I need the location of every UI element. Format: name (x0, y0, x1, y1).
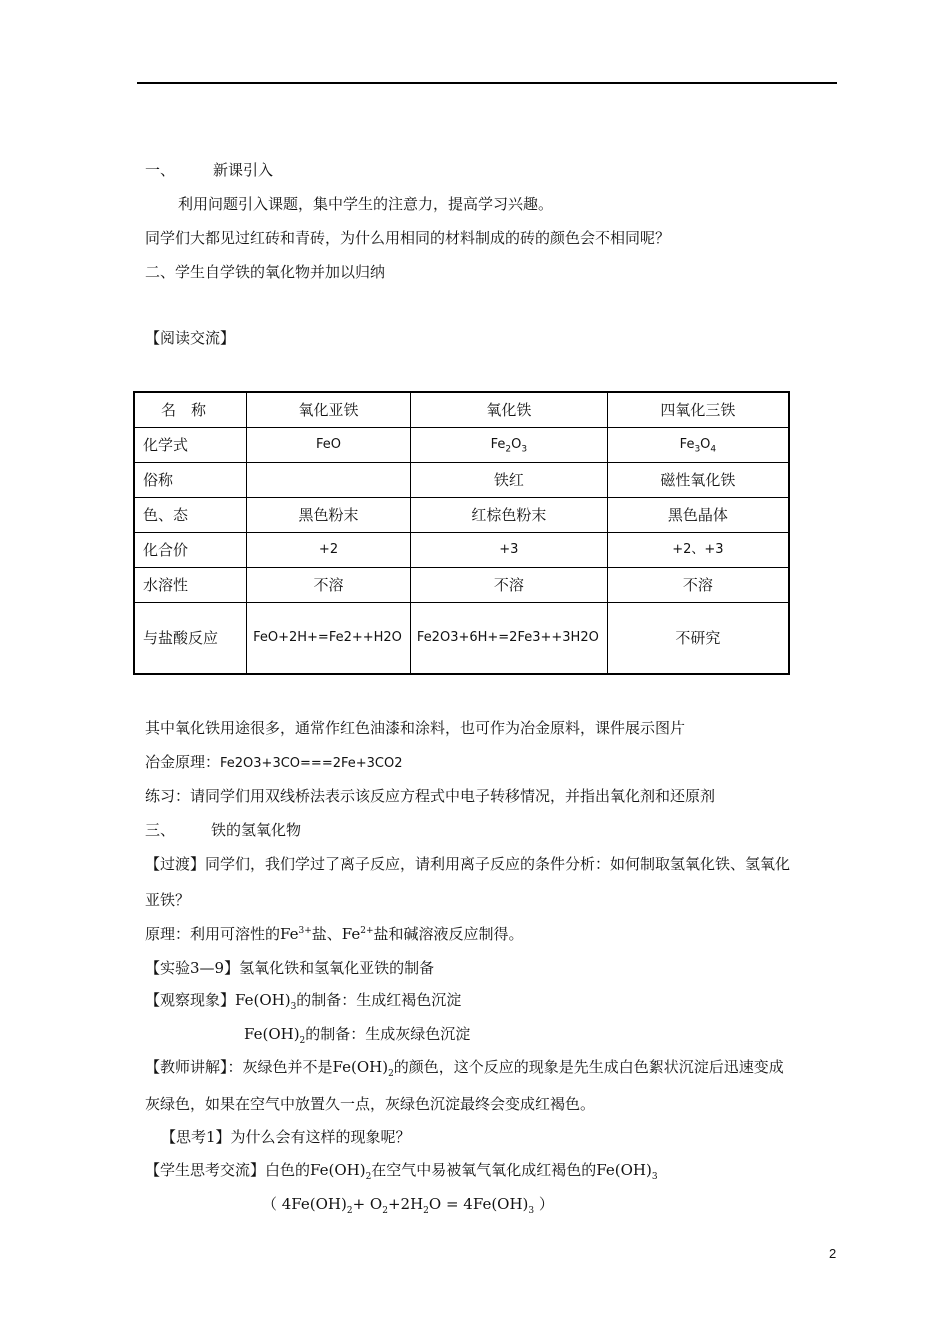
table-cell: 黑色粉末 (247, 498, 411, 533)
table-cell: 不溶 (607, 568, 789, 603)
iron-oxides-table (133, 391, 790, 675)
observation-1: 【观察现象】$Fe(OH)_3$的制备：生成红褐色沉淀 (145, 991, 462, 1012)
table-cell: 铁红 (410, 463, 607, 498)
transition-paragraph: 【过渡】同学们，我们学过了离子反应，请利用离子反应的条件分析：如何制取氢氧化铁、氢氧化 (145, 855, 791, 873)
metallurgy-paragraph: 冶金原理：Fe2O3+3CO===2Fe+3CO2 (145, 753, 403, 771)
reading-label: 【阅读交流】 (145, 329, 236, 347)
table-cell: FeO+2H+=Fe2++H2O (247, 603, 411, 675)
header-rule (137, 82, 837, 84)
question-paragraph: 同学们大都见过红砖和青砖，为什么用相同的材料制成的砖的颜色会不相同呢？ (145, 229, 671, 247)
table-header-row (134, 392, 789, 428)
section-1-number: 一、 (145, 161, 176, 179)
teacher-explanation: 【教师讲解】：灰绿色并不是$Fe(OH)_2$的颜色，这个反应的现象是先生成白色絮状沉淀后迅速变成 (145, 1058, 784, 1079)
table-cell: 黑色晶体 (607, 498, 789, 533)
table-row-acid-reaction (134, 603, 789, 675)
table-cell: Fe2O3+6H+=2Fe3++3H2O (410, 603, 607, 675)
practice-paragraph: 练习：请同学们用双线桥法表示该反应方程式中电子转移情况，并指出氧化剂和还原剂 (145, 787, 716, 805)
oxidation-equation: （ $4Fe(OH)_2+ O_2+2H_2O = 4Fe(OH)_3$ ） (262, 1195, 554, 1216)
table-cell: 俗称 (134, 463, 247, 498)
experiment-heading: 【实验3—9】氢氧化铁和氢氧化亚铁的制备 (145, 959, 435, 977)
formula-feo: FeO (247, 428, 411, 463)
table-header-feo: 氧化亚铁 (247, 392, 411, 428)
observation-2: $Fe(OH)_2$的制备：生成灰绿色沉淀 (244, 1025, 471, 1046)
table-row-common-name (134, 463, 789, 498)
intro-paragraph: 利用问题引入课题，集中学生的注意力，提高学习兴趣。 (178, 195, 554, 213)
table-cell: 与盐酸反应 (134, 603, 247, 675)
formula-fe3o4: $Fe_3O_4$ (607, 428, 789, 463)
table-cell: 化学式 (134, 428, 247, 463)
page-number: 2 (829, 1246, 837, 1261)
table-cell: 不溶 (247, 568, 411, 603)
section-2-heading: 二、学生自学铁的氧化物并加以归纳 (145, 263, 386, 281)
table-cell: +3 (410, 533, 607, 568)
table-cell: 化合价 (134, 533, 247, 568)
section-3-number: 三、 (145, 821, 176, 839)
teacher-explanation-cont: 灰绿色，如果在空气中放置久一点，灰绿色沉淀最终会变成红褐色。 (145, 1095, 596, 1113)
section-1-title: 新课引入 (213, 161, 274, 179)
student-discussion: 【学生思考交流】白色的$Fe(OH)_2$在空气中易被氧气氧化成红褐色的$Fe(OH)_3$ (145, 1161, 658, 1182)
table-row-valence (134, 533, 789, 568)
metallurgy-equation: Fe2O3+3CO===2Fe+3CO2 (220, 756, 403, 771)
table-row-solubility (134, 568, 789, 603)
table-cell: 红棕色粉末 (410, 498, 607, 533)
table-cell: 色、态 (134, 498, 247, 533)
usage-paragraph: 其中氧化铁用途很多，通常作红色油漆和涂料，也可作为冶金原料，课件展示图片 (145, 719, 686, 737)
table-cell: 磁性氧化铁 (607, 463, 789, 498)
table-row-formula (134, 428, 789, 463)
table-cell (247, 463, 411, 498)
section-3-title: 铁的氢氧化物 (211, 821, 302, 839)
table-header-name: 名 称 (134, 392, 247, 428)
formula-fe2o3: $Fe_2O_3$ (410, 428, 607, 463)
think-question: 【思考1】为什么会有这样的现象呢？ (161, 1128, 411, 1146)
table-cell: 不溶 (410, 568, 607, 603)
table-row-color-state (134, 498, 789, 533)
table-cell: +2 (247, 533, 411, 568)
principle-paragraph: 原理：利用可溶性的$Fe^{3+}$盐、$Fe^{2+}$盐和碱溶液反应制得。 (145, 925, 524, 943)
table-header-fe3o4: 四氧化三铁 (607, 392, 789, 428)
table-cell: +2、+3 (607, 533, 789, 568)
table-header-fe2o3: 氧化铁 (410, 392, 607, 428)
section-1-heading (145, 160, 273, 180)
section-3-heading (145, 820, 301, 840)
table-cell: 不研究 (607, 603, 789, 675)
transition-paragraph-cont: 亚铁？ (145, 891, 191, 909)
table-cell: 水溶性 (134, 568, 247, 603)
